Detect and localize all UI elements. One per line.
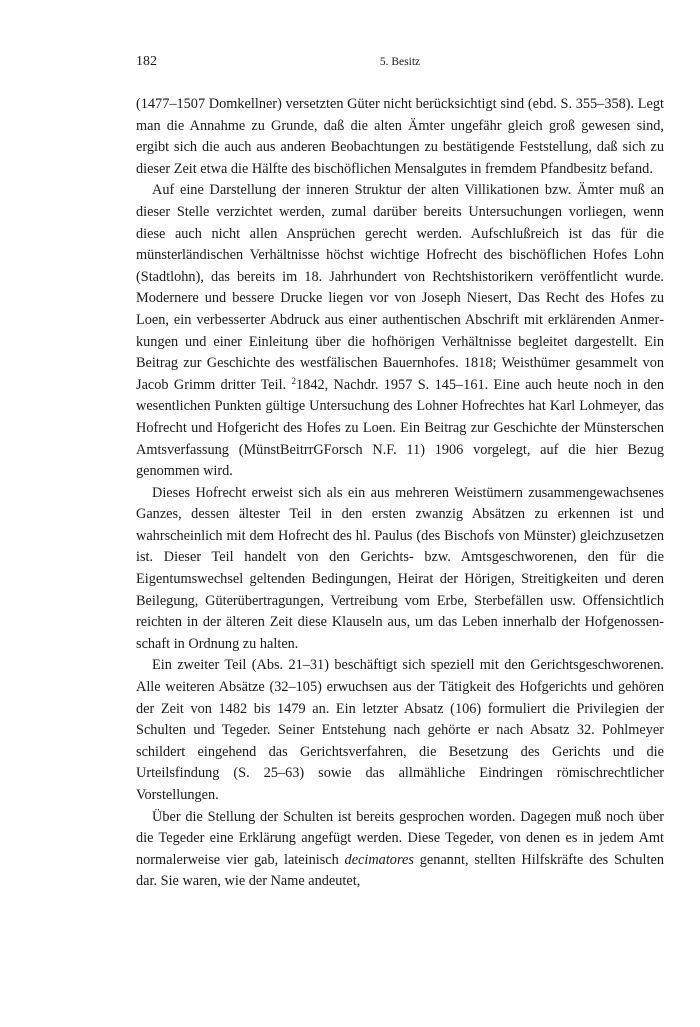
paragraph-2-text-a: Auf eine Darstellung der inneren Struktur der alten Villikationen bzw. Ämter muß an dieser Stelle verzichtet werden, zumal darüber bereits Untersuchungen vorliegen, wenn diese auch nicht allen Ansprüchen gerecht werden. Aufschlußreich ist das für die münsterländischen Verhältnisse höchst wichtige Hofrecht des bischöflichen Hofes Lohn (Stadtlohn), das bereits im 18. Jahrhundert von Rechtshistorikern veröffentlicht wurde. Modernere und bessere Drucke liegen vor von Joseph Niesert, Das Recht des Hofes zu Loen, ein verbesserter Abdruck aus einer authentischen Abschrift mit erklärenden Anmerkungen und einer Einleitung über die hofhörigen Verhältnisse begleitet dargestellt. Ein Beitrag zur Geschichte des westfälischen Bauernhofes. 1818; Weisthümer gesammelt von Jacob Grimm dritter Teil.: [136, 182, 664, 393]
paragraph-2: [136, 180, 664, 482]
book-page: [136, 48, 664, 893]
italic-term: decimatores: [344, 851, 414, 868]
body-text: [136, 94, 664, 893]
paragraph-5-text-a: Über die Stellung der Schulten ist bereits gesprochen worden. Dagegen muß noch über die Tegeder eine Erklärung angefügt werden. Diese Tegeder, von denen es in jedem Amt normalerweise vier gab, lateinisch: [136, 808, 664, 868]
edition-superscript: 2: [291, 375, 297, 386]
page-header: [136, 48, 664, 74]
page-number: 182: [136, 54, 157, 69]
paragraph-1-text: (1477–1507 Domkellner) versetzten Güter nicht berücksichtigt sind (ebd. S. 355–358). Legt man die Annahme zu Grunde, daß die alten Ämter ungefähr gleich groß gewesen sind, ergibt sich die auch aus anderen Beobachtungen zu bestätigende Feststellung, daß sich zu dieser Zeit etwa die Hälfte des bischöflichen Mensalgutes in fremdem Pfandbesitz befand.: [136, 96, 664, 177]
running-head: 5. Besitz: [379, 56, 421, 68]
paragraph-2-text-b: 1842, Nachdr. 1957 S. 145–161. Eine auch heute noch in den wesentlichen Punkten gültige Untersuchung des Lohner Hofrechtes hat Karl Lohmeyer, das Hofrecht und Hofgericht des Hofes zu Loen. Ein Beitrag zur Geschichte der Münsterschen Amtsverfassung (MünstBeitrrGForsch N.F. 11) 1906 vorgelegt, auf die hier Bezug genommen wird.: [136, 376, 664, 480]
paragraph-5: [136, 807, 664, 893]
paragraph-5-text-b: genannt, stellten Hilfskräfte des Schulten dar. Sie waren, wie der Name andeutet,: [136, 851, 664, 890]
paragraph-3: [136, 483, 664, 656]
paragraph-3-text: Dieses Hofrecht erweist sich als ein aus mehreren Weistümern zusammengewachsenes Ganzes, dessen ältester Teil in den ersten zwanzig Absätzen zu erkennen ist und wahrscheinlich mit dem Hofrecht des hl. Paulus (des Bischofs von Münster) gleichzusetzen ist. Dieser Teil handelt von den Gerichts- bzw. Amtsgeschworenen, den für die Eigentumswechsel geltenden Bedingungen, Heirat der Hörigen, Streitigkeiten und deren Beilegung, Güterübertragungen, Vertreibung vom Erbe, Sterbefällen usw. Offensichtlich reichten in der älteren Zeit diese Klauseln aus, um das Leben innerhalb der Hofgenossenschaft in Ordnung zu halten.: [136, 484, 664, 652]
paragraph-4: [136, 655, 664, 806]
paragraph-1: [136, 94, 664, 180]
paragraph-4-text: Ein zweiter Teil (Abs. 21–31) beschäftigt sich speziell mit den Gerichtsgeschworenen. Alle weiteren Absätze (32–105) erwuchsen aus der Tätigkeit des Hofgerichts und gehören der Zeit von 1482 bis 1479 an. Ein letzter Absatz (106) formuliert die Privilegien der Schulten und Tegeder. Seiner Entstehung nach gehörte er nach Absatz 32. Pohlmeyer schildert eingehend das Gerichtsverfahren, die Besetzung des Gerichts und die Urteilsfindung (S. 25–63) sowie das allmähliche Eindringen römischrechtlicher Vorstellungen.: [136, 657, 664, 803]
